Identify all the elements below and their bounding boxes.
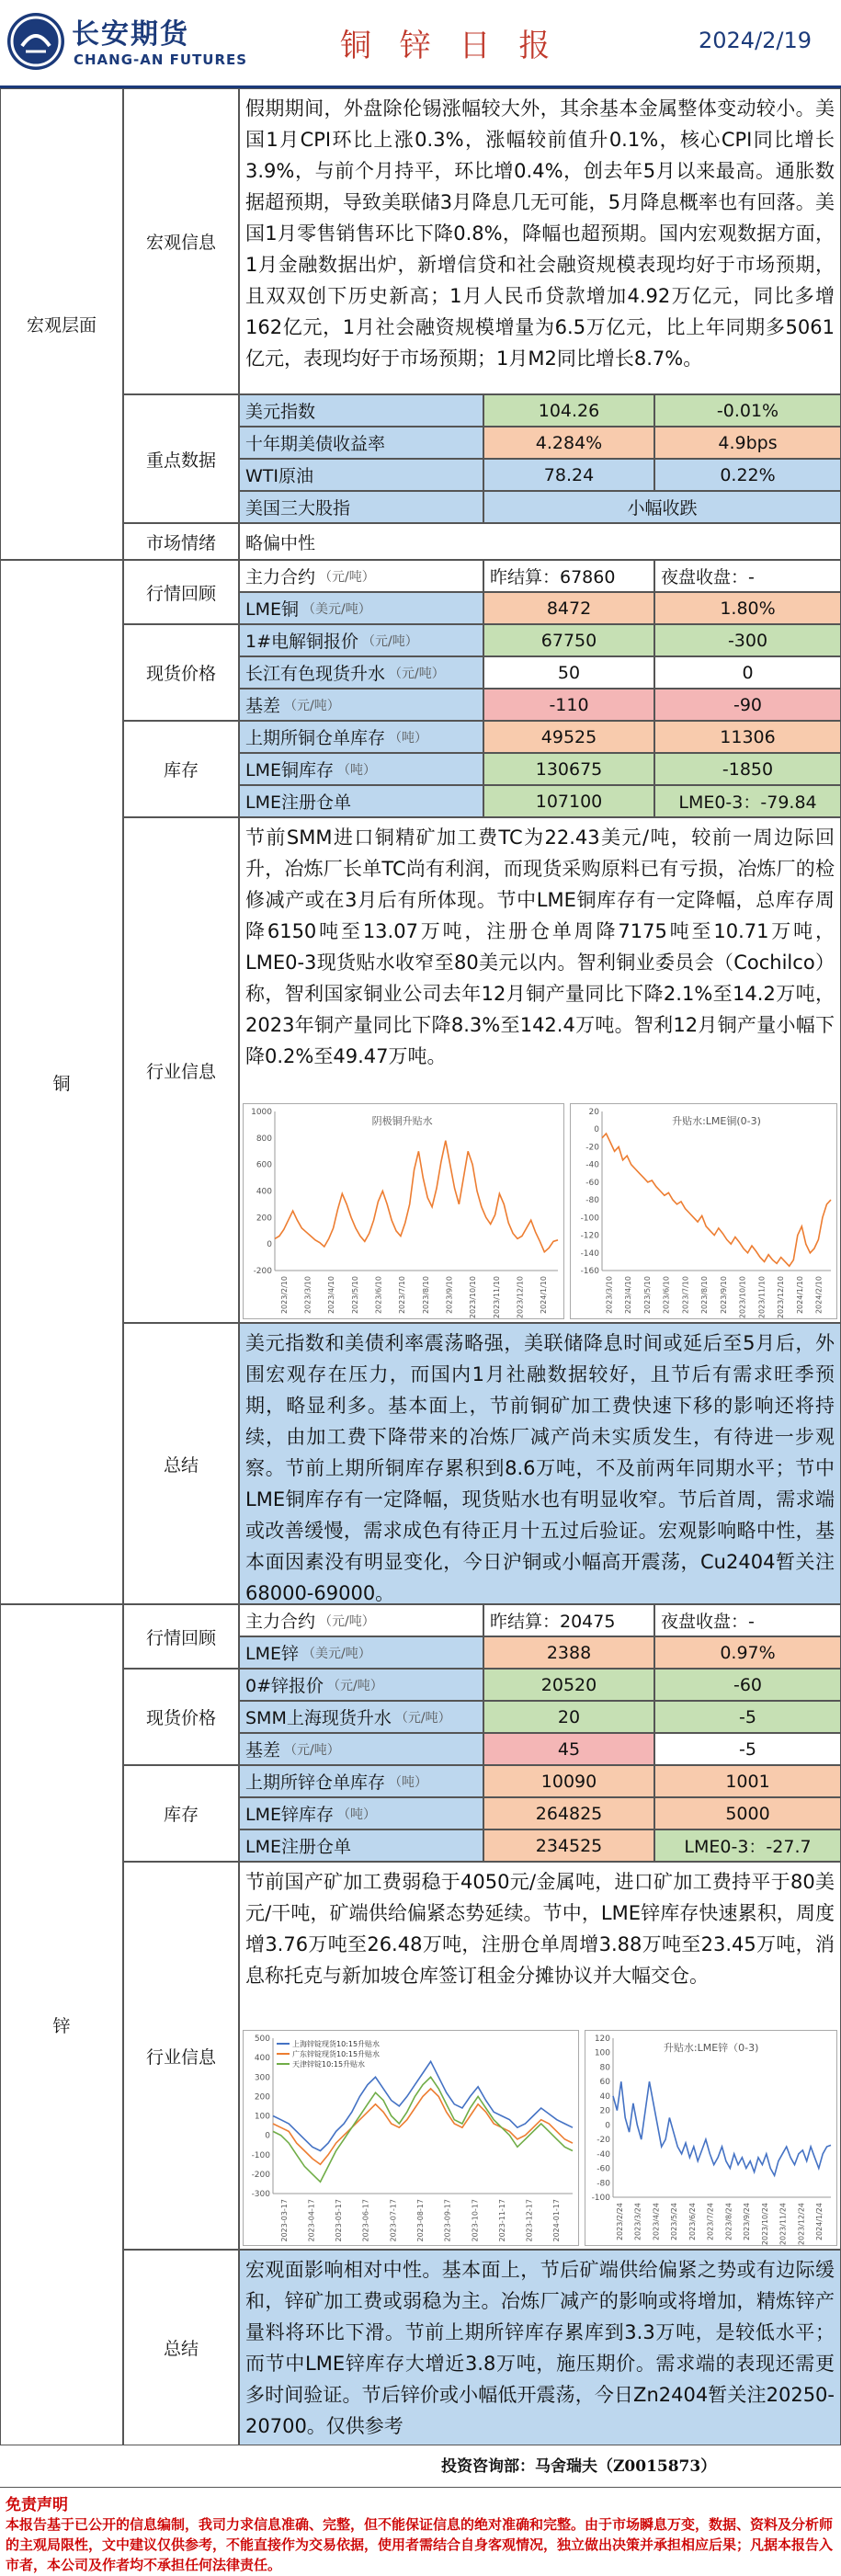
unit-label: （元/吨） bbox=[319, 569, 375, 585]
y-tick-label: 500 bbox=[254, 2035, 270, 2044]
zn-review-name-text: 主力合约 bbox=[245, 1612, 316, 1632]
section-label-macro: 宏观层面 bbox=[0, 88, 123, 560]
row-label-cu-industry: 行业信息 bbox=[123, 817, 239, 1323]
x-tick-label: 2023/7/10 bbox=[681, 1276, 690, 1315]
y-tick-label: -100 bbox=[251, 2150, 270, 2160]
row-label-cu-spot: 现货价格 bbox=[123, 624, 239, 721]
zn-review-v2: 0.97% bbox=[654, 1636, 841, 1669]
y-tick-label: -120 bbox=[580, 1231, 599, 1241]
cu-review-name bbox=[239, 592, 483, 624]
zn-spot-name bbox=[239, 1669, 483, 1701]
cu-inv-name bbox=[239, 721, 483, 753]
unit-label: （元/吨） bbox=[394, 1710, 451, 1726]
x-tick-label: 2023/11/10 bbox=[492, 1276, 501, 1318]
x-tick-label: 2023/10/10 bbox=[738, 1276, 747, 1318]
cu-lme-spread-chart-svg bbox=[571, 1104, 836, 1318]
zn-spot-v1: 45 bbox=[483, 1733, 654, 1765]
x-tick-label: 2023/3/10 bbox=[303, 1276, 313, 1315]
series-line bbox=[273, 2089, 573, 2164]
unit-label: （吨） bbox=[336, 1807, 376, 1822]
cu-inv-name-text: LME注册仓单 bbox=[245, 792, 351, 813]
unit-label: （吨） bbox=[389, 1774, 428, 1790]
x-tick-label: 2023/6/10 bbox=[374, 1276, 383, 1315]
zn-inv-name bbox=[239, 1829, 483, 1862]
row-label-cu-inventory: 库存 bbox=[123, 721, 239, 817]
cu-chart-lme-spread bbox=[570, 1103, 837, 1319]
zn-spot-v2: -5 bbox=[654, 1733, 841, 1765]
series-line bbox=[275, 1141, 558, 1252]
zn-inv-v1: 10090 bbox=[483, 1765, 654, 1797]
y-tick-label: 0 bbox=[265, 2131, 270, 2141]
cu-inv-name bbox=[239, 753, 483, 785]
y-tick-label: 120 bbox=[594, 2035, 610, 2044]
cu-spot-v1: -110 bbox=[483, 689, 654, 721]
y-tick-label: 1000 bbox=[251, 1108, 272, 1117]
cu-spot-v1: 67750 bbox=[483, 624, 654, 656]
key-data-merged-value: 小幅收跌 bbox=[483, 491, 841, 523]
series-line bbox=[273, 2077, 573, 2182]
x-tick-label: 2023/4/10 bbox=[327, 1276, 336, 1315]
cu-inv-v1: 130675 bbox=[483, 753, 654, 785]
zn-inv-name-text: LME注册仓单 bbox=[245, 1837, 351, 1857]
x-tick-label: 2023-03-17 bbox=[279, 2199, 289, 2242]
key-data-change: -0.01% bbox=[654, 394, 841, 427]
unit-label: （元/吨） bbox=[327, 1678, 383, 1693]
key-data-value: 104.26 bbox=[483, 394, 654, 427]
zn-inv-v1: 264825 bbox=[483, 1797, 654, 1829]
key-data-value: 4.284% bbox=[483, 427, 654, 459]
row-label-zn-review: 行情回顾 bbox=[123, 1604, 239, 1669]
x-tick-label: 2023/3/10 bbox=[605, 1276, 614, 1315]
y-tick-label: -60 bbox=[597, 2164, 610, 2174]
y-tick-label: 800 bbox=[256, 1134, 272, 1144]
cu-basis-chart-svg bbox=[244, 1104, 563, 1318]
x-tick-label: 2023/5/24 bbox=[670, 2203, 679, 2241]
zn-chart-basis bbox=[243, 2030, 579, 2246]
zn-review-name bbox=[239, 1636, 483, 1669]
unit-label: （元/吨） bbox=[284, 698, 340, 713]
chart-title: 阴极铜升贴水 bbox=[371, 1115, 433, 1127]
cu-review-name bbox=[239, 560, 483, 592]
zn-lme-spread-chart-svg bbox=[585, 2031, 836, 2245]
cu-inv-name-text: LME铜库存 bbox=[245, 760, 334, 781]
zn-inv-v1: 234525 bbox=[483, 1829, 654, 1862]
disclaimer-title: 免责声明 bbox=[6, 2496, 68, 2514]
series-line bbox=[602, 1134, 831, 1266]
zn-spot-v2: -60 bbox=[654, 1669, 841, 1701]
x-tick-label: 2023/12/24 bbox=[797, 2203, 806, 2245]
unit-label: （元/吨） bbox=[362, 633, 418, 649]
legend-label: 天津锌锭10:15升贴水 bbox=[292, 2060, 366, 2069]
cu-spot-name-text: 1#电解铜报价 bbox=[245, 632, 359, 652]
section-label-copper: 铜 bbox=[0, 560, 123, 1604]
x-tick-label: 2023/5/10 bbox=[642, 1276, 652, 1315]
x-tick-label: 2023/12/10 bbox=[777, 1276, 786, 1318]
row-label-zn-inventory: 库存 bbox=[123, 1765, 239, 1862]
y-tick-label: 80 bbox=[599, 2063, 610, 2073]
y-tick-label: 0 bbox=[267, 1240, 272, 1250]
y-tick-label: 0 bbox=[605, 2121, 610, 2131]
x-tick-label: 2023-07-17 bbox=[389, 2199, 398, 2242]
zn-inv-name-text: LME锌库存 bbox=[245, 1805, 334, 1825]
zn-chart-lme-spread bbox=[585, 2030, 837, 2246]
cu-inv-name bbox=[239, 785, 483, 817]
disclaimer-text: 本报告基于已公开的信息编制，我司力求信息准确、完整，但不能保证信息的绝对准确和完整。由于市场瞬息万变，数据、资料及分析师的主观局限性，文中建议仅供参考，不能直接作为交易依据，使用者需结合自身客观情况，独立做出决策并承担相应后果；凡据本报告入市者，本公司及作者均不承担任何法律责任。 bbox=[6, 2516, 834, 2573]
y-tick-label: -80 bbox=[597, 2179, 610, 2189]
zn-inv-v2: 5000 bbox=[654, 1797, 841, 1829]
zn-spot-v1: 20 bbox=[483, 1701, 654, 1733]
company-name-cn: 长安期货 bbox=[72, 18, 189, 51]
legend-label: 上海锌锭现货10:15升贴水 bbox=[292, 2040, 381, 2048]
y-tick-label: -60 bbox=[585, 1178, 599, 1188]
x-tick-label: 2023/10/10 bbox=[469, 1276, 478, 1318]
x-tick-label: 2023/9/24 bbox=[743, 2203, 752, 2241]
company-name-en: CHANG-AN FUTURES bbox=[74, 51, 248, 68]
key-data-name: 十年期美债收益率 bbox=[239, 427, 483, 459]
cu-inv-v2: LME0-3：-79.84 bbox=[654, 785, 841, 817]
row-label-cu-review: 行情回顾 bbox=[123, 560, 239, 624]
x-tick-label: 2023-09-17 bbox=[443, 2199, 452, 2242]
y-tick-label: 400 bbox=[256, 1187, 272, 1197]
x-tick-label: 2023-08-17 bbox=[416, 2199, 425, 2242]
y-tick-label: -20 bbox=[597, 2136, 610, 2146]
zn-spot-name-text: SMM上海现货升水 bbox=[245, 1708, 392, 1728]
zn-spot-v1: 20520 bbox=[483, 1669, 654, 1701]
disclaimer-block bbox=[0, 2487, 841, 2576]
y-tick-label: 20 bbox=[588, 1108, 599, 1117]
y-tick-label: 200 bbox=[254, 2092, 270, 2103]
cu-summary-text: 美元指数和美债利率震荡略强，美联储降息时间或延后至5月后，外围宏观存在压力，而国内1月社融数据较好，且节后有需求旺季预期，略显利多。基本面上，节前铜矿加工费快速下移的影响还将持续，由加工费下降带来的冶炼厂减产尚未实质发生，有待进一步观察。节前上期所铜库存累积到8.6万吨，不及前两年同期水平；节中LME铜库存有一定降幅，现货贴水也有明显收窄。节后首周，需求端或改善缓慢，需求成色有待正月十五过后验证。宏观影响略中性，基本面因素没有明显变化，今日沪铜或小幅高开震荡，Cu2404暂关注68000-69000。 bbox=[239, 1323, 841, 1604]
x-tick-label: 2023-06-17 bbox=[361, 2199, 370, 2242]
zn-spot-name-text: 基差 bbox=[245, 1740, 281, 1761]
zn-basis-chart-svg bbox=[244, 2031, 578, 2245]
legend-label: 广东锌锭现货10:15升贴水 bbox=[292, 2050, 381, 2058]
key-data-name: WTI原油 bbox=[239, 459, 483, 491]
key-data-value: 78.24 bbox=[483, 459, 654, 491]
x-tick-label: 2023-12-17 bbox=[525, 2199, 534, 2242]
y-tick-label: 20 bbox=[599, 2106, 610, 2116]
y-tick-label: 100 bbox=[594, 2048, 610, 2058]
unit-label: （吨） bbox=[389, 730, 428, 746]
cu-spot-v2: -90 bbox=[654, 689, 841, 721]
row-label-zn-spot: 现货价格 bbox=[123, 1669, 239, 1765]
x-tick-label: 2024-01-17 bbox=[552, 2199, 562, 2242]
unit-label: （吨） bbox=[336, 762, 376, 778]
x-tick-label: 2023/11/10 bbox=[757, 1276, 767, 1318]
y-tick-label: 60 bbox=[599, 2078, 610, 2088]
x-tick-label: 2023/2/10 bbox=[279, 1276, 289, 1315]
x-tick-label: 2023/9/10 bbox=[719, 1276, 728, 1315]
y-tick-label: 600 bbox=[256, 1160, 272, 1170]
x-tick-label: 2023-11-17 bbox=[497, 2199, 506, 2242]
y-tick-label: -100 bbox=[591, 2194, 610, 2203]
x-tick-label: 2024/2/10 bbox=[814, 1276, 824, 1315]
zn-spot-name bbox=[239, 1733, 483, 1765]
cu-review-name-text: 主力合约 bbox=[245, 567, 316, 587]
zn-review-name bbox=[239, 1604, 483, 1636]
zn-review-name-text: LME锌 bbox=[245, 1644, 299, 1664]
report-date: 2024/2/19 bbox=[699, 28, 813, 53]
zn-inv-v2: 1001 bbox=[654, 1765, 841, 1797]
key-data-change: 0.22% bbox=[654, 459, 841, 491]
cu-inv-v2: -1850 bbox=[654, 753, 841, 785]
report-title: 铜 锌 日 报 bbox=[340, 28, 560, 64]
cu-review-v2: 1.80% bbox=[654, 592, 841, 624]
sentiment-value: 略偏中性 bbox=[239, 523, 841, 560]
x-tick-label: 2024/1/10 bbox=[540, 1276, 549, 1315]
y-tick-label: 400 bbox=[254, 2054, 270, 2064]
x-tick-label: 2023/11/24 bbox=[778, 2203, 788, 2245]
cu-spot-v2: -300 bbox=[654, 624, 841, 656]
x-tick-label: 2023/5/10 bbox=[350, 1276, 359, 1315]
x-tick-label: 2023/7/10 bbox=[398, 1276, 407, 1315]
row-label-macro-info: 宏观信息 bbox=[123, 88, 239, 394]
y-tick-label: -20 bbox=[585, 1143, 599, 1153]
zn-review-v2: 夜盘收盘：- bbox=[654, 1604, 841, 1636]
y-tick-label: -40 bbox=[585, 1160, 599, 1170]
y-tick-label: -200 bbox=[253, 1267, 272, 1276]
x-tick-label: 2023/8/24 bbox=[724, 2203, 733, 2241]
cu-industry-text: 节前SMM进口铜精矿加工费TC为22.43美元/吨，较前一周边际回升，冶炼厂长单TC尚有利润，而现货采购原料已有亏损，冶炼厂的检修减产或在3月后有所体现。节中LME铜库存有一定降幅，总库存周降6150吨至13.07万吨，注册仓单周降7175吨至10.71万吨，LME0-3现货贴水收窄至80美元以内。智利铜业委员会（Cochilco）称，智利国家铜业公司去年12月铜产量同比下降2.1%至14.2万吨，2023年铜产量同比下降8.3%至142.4万吨。智利12月铜产量小幅下降0.2%至49.47万吨。 bbox=[245, 826, 835, 1067]
zn-spot-name-text: 0#锌报价 bbox=[245, 1676, 324, 1696]
x-tick-label: 2023/6/24 bbox=[688, 2203, 697, 2241]
cu-inv-v1: 107100 bbox=[483, 785, 654, 817]
cu-spot-v1: 50 bbox=[483, 656, 654, 689]
cu-spot-name-text: 基差 bbox=[245, 696, 281, 716]
row-label-zn-summary: 总结 bbox=[123, 2250, 239, 2445]
unit-label: （元/吨） bbox=[319, 1613, 375, 1629]
cu-inv-v1: 49525 bbox=[483, 721, 654, 753]
zn-inv-name bbox=[239, 1765, 483, 1797]
cu-spot-name bbox=[239, 656, 483, 689]
x-tick-label: 2023/9/10 bbox=[445, 1276, 454, 1315]
cu-spot-name bbox=[239, 624, 483, 656]
row-label-key-data: 重点数据 bbox=[123, 394, 239, 523]
company-logo-icon bbox=[7, 13, 64, 70]
cu-review-v1: 昨结算：67860 bbox=[483, 560, 654, 592]
row-label-cu-summary: 总结 bbox=[123, 1323, 239, 1604]
x-tick-label: 2023/8/10 bbox=[700, 1276, 710, 1315]
cu-chart-basis bbox=[243, 1103, 564, 1319]
key-data-change: 4.9bps bbox=[654, 427, 841, 459]
x-tick-label: 2024/1/10 bbox=[795, 1276, 804, 1315]
series-line bbox=[613, 2081, 831, 2175]
macro-info-text: 假期期间，外盘除伦锡涨幅较大外，其余基本金属整体变动较小。美国1月CPI环比上涨0.3%，涨幅较前值升0.1%，核心CPI同比增长3.9%，与前个月持平，环比增0.4%，创去年5月以来最高。通胀数据超预期，导致美联储3月降息几无可能，5月降息概率也有回落。美国1月零售销售环比下降0.8%，降幅也超预期。国内宏观数据方面，1月金融数据出炉，新增信贷和社会融资规模表现均好于市场预期，且双双创下历史新高；1月人民币贷款增加4.92万亿元，同比多增162亿元，1月社会融资规模增量为6.5万亿元，比上年同期多5061亿元，表现均好于市场预期；1月M2同比增长8.7%。 bbox=[239, 88, 841, 394]
x-tick-label: 2024/1/24 bbox=[815, 2203, 824, 2241]
row-label-zn-industry: 行业信息 bbox=[123, 1862, 239, 2250]
key-data-name: 美元指数 bbox=[239, 394, 483, 427]
y-tick-label: -40 bbox=[597, 2149, 610, 2160]
y-tick-label: -100 bbox=[580, 1214, 599, 1224]
zn-spot-v2: -5 bbox=[654, 1701, 841, 1733]
x-tick-label: 2023/7/24 bbox=[706, 2203, 715, 2241]
x-tick-label: 2023/6/10 bbox=[662, 1276, 671, 1315]
zn-inv-name bbox=[239, 1797, 483, 1829]
chart-title: 升贴水:LME锌（0-3) bbox=[663, 2042, 759, 2054]
x-tick-label: 2023-04-17 bbox=[307, 2199, 316, 2242]
y-tick-label: -300 bbox=[251, 2190, 270, 2199]
unit-label: （美元/吨） bbox=[301, 601, 371, 617]
cu-review-name-text: LME铜 bbox=[245, 599, 299, 620]
x-tick-label: 2023/4/24 bbox=[652, 2203, 661, 2241]
x-tick-label: 2023/2/24 bbox=[615, 2203, 624, 2241]
x-tick-label: 2023/8/10 bbox=[421, 1276, 430, 1315]
x-tick-label: 2023/4/10 bbox=[624, 1276, 633, 1315]
zn-spot-name bbox=[239, 1701, 483, 1733]
zn-review-v1: 昨结算：20475 bbox=[483, 1604, 654, 1636]
y-tick-label: -200 bbox=[251, 2170, 270, 2180]
y-tick-label: 200 bbox=[256, 1214, 272, 1224]
y-tick-label: 100 bbox=[254, 2112, 270, 2122]
row-label-sentiment: 市场情绪 bbox=[123, 523, 239, 560]
y-tick-label: 300 bbox=[254, 2073, 270, 2083]
zn-inv-name-text: 上期所锌仓单库存 bbox=[245, 1772, 386, 1793]
cu-spot-name bbox=[239, 689, 483, 721]
y-tick-label: -140 bbox=[580, 1248, 599, 1259]
x-tick-label: 2023/12/10 bbox=[516, 1276, 525, 1318]
x-tick-label: 2023-05-17 bbox=[335, 2199, 344, 2242]
y-tick-label: 0 bbox=[594, 1125, 599, 1135]
y-tick-label: -80 bbox=[585, 1196, 599, 1206]
unit-label: （元/吨） bbox=[284, 1742, 340, 1758]
key-data-name: 美国三大股指 bbox=[239, 491, 483, 523]
x-tick-label: 2023/3/24 bbox=[633, 2203, 642, 2241]
analyst-signature: 投资咨询部：马舍瑞夫（Z0015873） bbox=[441, 2457, 717, 2476]
zn-industry-text: 节前国产矿加工费弱稳于4050元/金属吨，进口矿加工费持平于80美元/干吨，矿端供给偏紧态势延续。节中，LME锌库存快速累积，周度增3.76万吨至26.48万吨，注册仓单周增3.88万吨至23.45万吨，消息称托克与新加坡仓库签订租金分摊协议并大幅交仓。 bbox=[245, 1871, 835, 1987]
x-tick-label: 2023/10/24 bbox=[760, 2203, 769, 2245]
zn-review-v1: 2388 bbox=[483, 1636, 654, 1669]
cu-review-v1: 8472 bbox=[483, 592, 654, 624]
cu-review-v2: 夜盘收盘：- bbox=[654, 560, 841, 592]
cu-spot-name-text: 长江有色现货升水 bbox=[245, 664, 386, 684]
zn-summary-text: 宏观面影响相对中性。基本面上，节后矿端供给偏紧之势或有边际缓和，锌矿加工费或弱稳为主。冶炼厂减产的影响或将增加，精炼锌产量料将环比下滑。节前上期所锌库存累库到3.3万吨，是较低水平；而节中LME锌库存大增近3.8万吨，施压期价。需求端的表现还需更多时间验证。节后锌价或小幅低开震荡，今日Zn2404暂关注20250-20700。仅供参考 bbox=[239, 2250, 841, 2445]
cu-inv-v2: 11306 bbox=[654, 721, 841, 753]
zn-inv-v2: LME0-3：-27.7 bbox=[654, 1829, 841, 1862]
cu-inv-name-text: 上期所铜仓单库存 bbox=[245, 728, 386, 748]
y-tick-label: 40 bbox=[599, 2092, 610, 2102]
x-tick-label: 2023-10-17 bbox=[471, 2199, 480, 2242]
y-tick-label: -160 bbox=[580, 1267, 599, 1276]
chart-title: 升贴水:LME铜(0-3) bbox=[672, 1115, 761, 1127]
section-label-zinc: 锌 bbox=[0, 1604, 123, 2445]
unit-label: （元/吨） bbox=[389, 666, 445, 681]
cu-spot-v2: 0 bbox=[654, 656, 841, 689]
unit-label: （美元/吨） bbox=[301, 1646, 371, 1661]
